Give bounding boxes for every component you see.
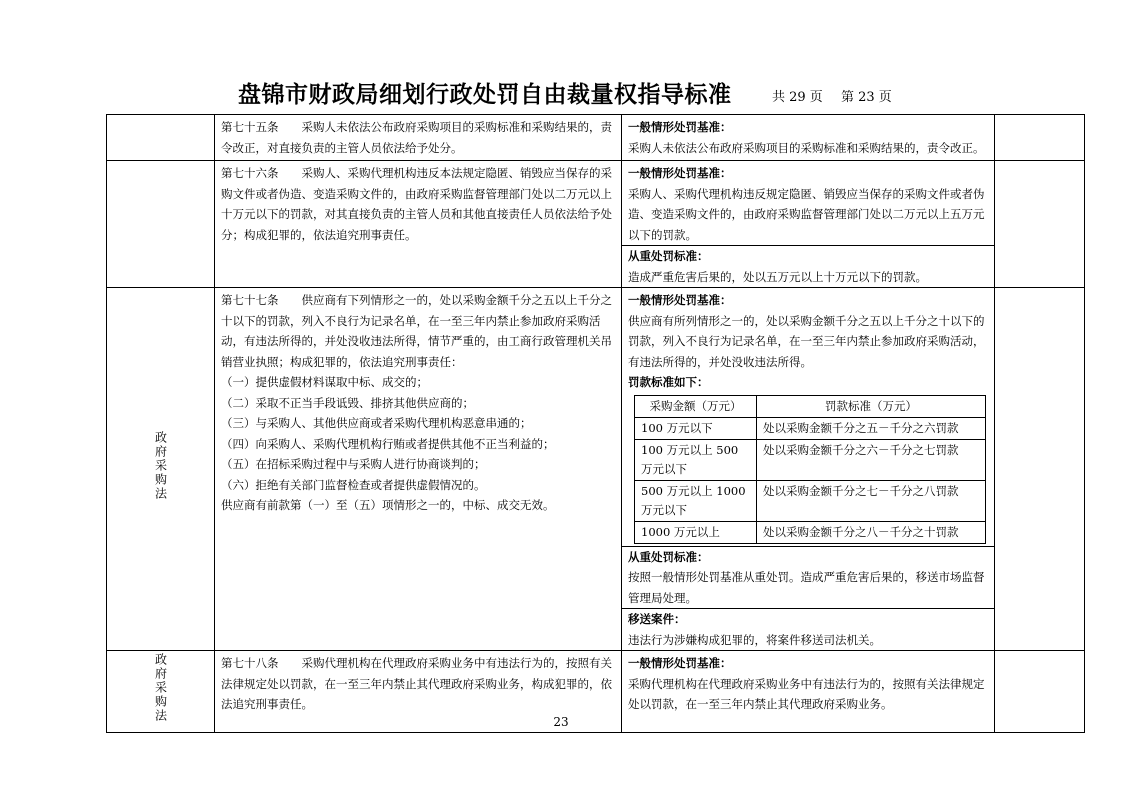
category-cell	[107, 288, 215, 651]
heavier-heading: 从重处罚标准：	[628, 549, 709, 564]
article-item: （四）向采购人、采购代理机构行贿或者提供其他不正当利益的；	[221, 436, 555, 451]
general-text: 采购人、采购代理机构违反规定隐匿、销毁应当保存的采购文件或者伪造、变造采购文件的，由政府采购监督管理部门处以二万元以上五万元以下的罚款。	[628, 186, 985, 242]
standard-cell	[622, 288, 995, 651]
standards-table	[106, 114, 1085, 733]
article-item: （五）在招标采购过程中与采购人进行协商谈判的；	[221, 457, 486, 471]
fine-table-row	[635, 480, 986, 521]
remarks-cell	[995, 115, 1085, 161]
fine-standard: 处以采购金额千分之八－千分之十罚款	[757, 521, 986, 543]
general-section	[622, 290, 994, 547]
article-77-outro: 供应商有前款第（一）至（五）项情形之一的，中标、成交无效。	[221, 498, 555, 512]
general-heading: 一般情形处罚基准：	[628, 166, 732, 180]
article-75-text: 第七十五条 采购人未依法公布政府采购项目的采购标准和采购结果的，责令改正，对直接负责的主管人员依法给予处分。	[221, 120, 612, 155]
fine-table-header	[635, 395, 986, 417]
remarks-cell	[995, 288, 1085, 651]
fine-table-row	[635, 439, 986, 480]
article-cell	[215, 161, 622, 288]
transfer-section	[622, 609, 994, 650]
fine-amount: 100 万元以上 500 万元以下	[635, 439, 757, 480]
fine-table-row	[635, 417, 986, 439]
general-heading: 一般情形处罚基准：	[628, 656, 732, 670]
page-title: 盘锦市财政局细划行政处罚自由裁量权指导标准	[238, 82, 732, 108]
total-pages: 共 29 页	[772, 90, 823, 105]
article-item: （一）提供虚假材料谋取中标、成交的；	[221, 375, 428, 389]
table-row-76	[107, 161, 1085, 288]
general-heading: 一般情形处罚基准：	[628, 293, 732, 307]
table-row-75	[107, 115, 1085, 161]
fine-heading: 罚款标准如下：	[628, 375, 709, 389]
page-number: 23	[553, 715, 569, 729]
fine-standard: 处以采购金额千分之七－千分之八罚款	[757, 480, 986, 521]
article-item: （三）与采购人、其他供应商或者采购代理机构恶意串通的；	[221, 416, 532, 430]
heavier-text: 按照一般情形处罚基准从重处罚。造成严重危害后果的，移送市场监督管理局处理。	[628, 570, 985, 605]
heavier-section	[622, 547, 994, 610]
current-page: 第 23 页	[840, 90, 892, 105]
fine-amount: 1000 万元以上	[635, 521, 757, 543]
fine-table	[634, 395, 986, 544]
remarks-cell	[995, 161, 1085, 288]
category-label: 政府采购法	[153, 430, 168, 501]
article-76-text: 第七十六条 采购人、采购代理机构违反本法规定隐匿、销毁应当保存的采购文件或者伪造、变造采购文件的，由政府采购监督管理部门处以二万元以上十万元以下的罚款，对其直接负责的主管人员和其他直接责任人员依法给予处分；构成犯罪的，依法追究刑事责任。	[221, 166, 612, 242]
page-header	[0, 76, 1122, 110]
heavier-section	[622, 246, 994, 287]
fine-header-standard: 罚款标准（万元）	[757, 395, 986, 417]
heavier-heading: 从重处罚标准：	[628, 249, 709, 263]
article-item: （六）拒绝有关部门监督检查或者提供虚假情况的。	[221, 477, 486, 492]
category-cell	[107, 115, 215, 161]
general-text: 采购代理机构在代理政府采购业务中有违法行为的，按照有关法律规定处以罚款，在一至三年内禁止其代理政府采购业务。	[628, 676, 985, 711]
standard-cell	[622, 161, 995, 288]
general-text: 采购人未依法公布政府采购项目的采购标准和采购结果的，责令改正。	[628, 140, 985, 155]
fine-standard: 处以采购金额千分之五－千分之六罚款	[757, 417, 986, 439]
article-item: （二）采取不正当手段诋毁、排挤其他供应商的；	[221, 395, 474, 410]
general-section	[622, 163, 994, 246]
article-cell	[215, 288, 622, 651]
category-cell	[107, 161, 215, 288]
fine-amount: 100 万元以下	[635, 417, 757, 439]
general-heading: 一般情形处罚基准：	[628, 120, 732, 134]
fine-amount: 500 万元以上 1000 万元以下	[635, 480, 757, 521]
transfer-text: 违法行为涉嫌构成犯罪的，将案件移送司法机关。	[628, 632, 881, 647]
article-77-intro: 第七十七条 供应商有下列情形之一的，处以采购金额千分之五以上千分之十以下的罚款，列入不良行为记录名单，在一至三年内禁止参加政府采购活动，有违法所得的，并处没收违法所得，情节严重的，由工商行政管理机关吊销营业执照；构成犯罪的，依法追究刑事责任：	[221, 293, 612, 369]
table-row-77	[107, 288, 1085, 651]
standard-cell	[622, 115, 995, 161]
heavier-text: 造成严重危害后果的，处以五万元以上十万元以下的罚款。	[628, 269, 927, 284]
fine-header-amount: 采购金额（万元）	[635, 395, 757, 417]
transfer-heading: 移送案件：	[628, 612, 686, 626]
fine-table-row	[635, 521, 986, 543]
page-count	[772, 86, 906, 105]
general-text: 供应商有所列情形之一的，处以采购金额千分之五以上千分之十以下的罚款，列入不良行为记录名单，在一至三年内禁止参加政府采购活动，有违法所得的，并处没收违法所得。	[628, 313, 985, 369]
category-label: 政府采购法	[153, 653, 168, 723]
article-78-text: 第七十八条 采购代理机构在代理政府采购业务中有违法行为的，按照有关法律规定处以罚款，在一至三年内禁止其代理政府采购业务，构成犯罪的，依法追究刑事责任。	[221, 656, 612, 711]
fine-standard: 处以采购金额千分之六－千分之七罚款	[757, 439, 986, 480]
article-cell	[215, 115, 622, 161]
